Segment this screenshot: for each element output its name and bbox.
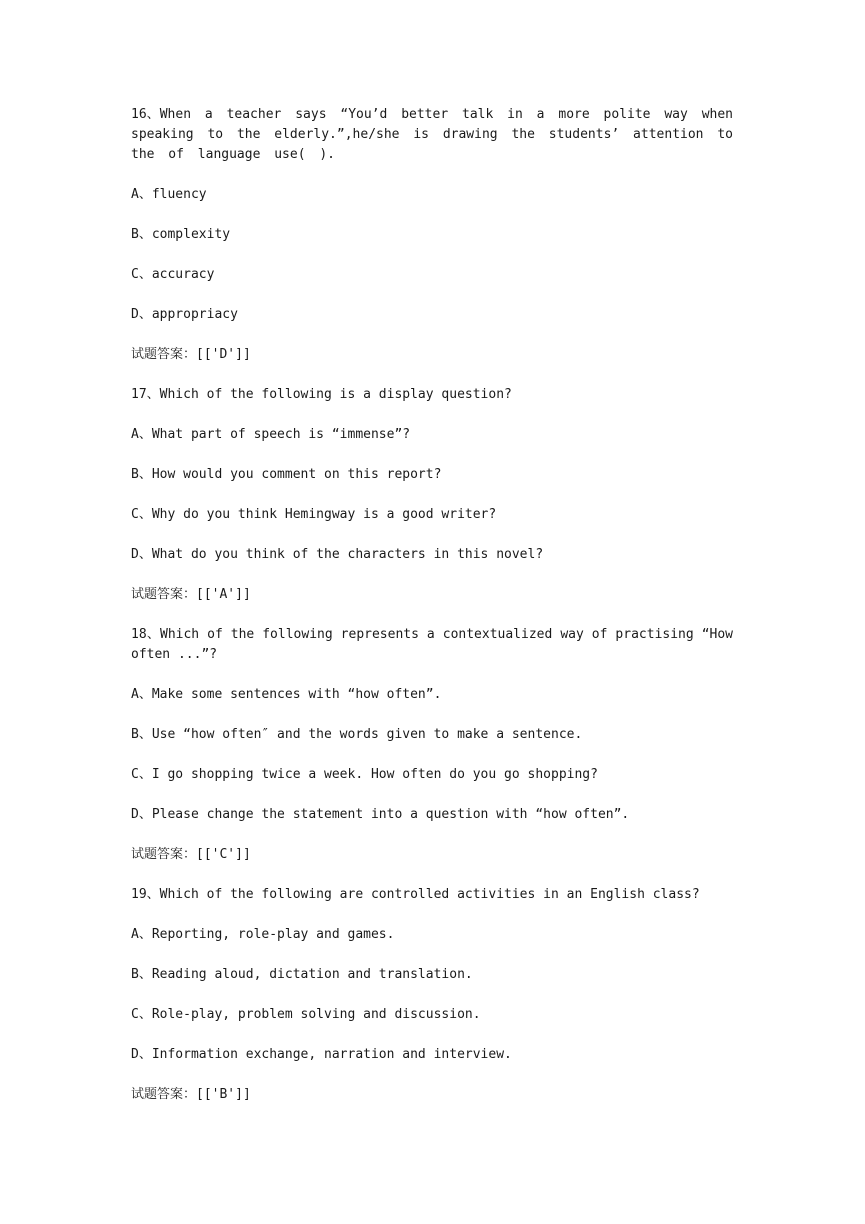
option-b: B、Use “how often″ and the words given to make a sentence. bbox=[131, 727, 583, 742]
answer-line: 试题答案：[['D']] bbox=[131, 347, 251, 362]
question-stem: 19、Which of the following are controlled activities in an English class? bbox=[131, 887, 700, 902]
option-d: D、Information exchange, narration and interview. bbox=[131, 1047, 512, 1062]
option-d: D、appropriacy bbox=[131, 307, 238, 322]
answer-line: 试题答案：[['A']] bbox=[131, 587, 251, 602]
question-stem: 17、Which of the following is a display question? bbox=[131, 387, 512, 402]
question-16 bbox=[131, 105, 733, 365]
answer-line: 试题答案：[['B']] bbox=[131, 1087, 251, 1102]
option-b: B、complexity bbox=[131, 227, 231, 242]
question-17 bbox=[131, 385, 733, 605]
document-page bbox=[131, 105, 733, 1125]
answer-line: 试题答案：[['C']] bbox=[131, 847, 251, 862]
option-b: B、How would you comment on this report? bbox=[131, 467, 442, 482]
option-a: A、fluency bbox=[131, 187, 207, 202]
question-stem: 18、Which of the following represents a contextualized way of practising “How often ...”? bbox=[131, 627, 733, 662]
option-d: D、Please change the statement into a question with “how often”. bbox=[131, 807, 630, 822]
option-b: B、Reading aloud, dictation and translation. bbox=[131, 967, 473, 982]
question-stem: 16、When a teacher says “You’d better talk in a more polite way when speaking to the elderly.”,he/she is drawing the students’ attention to the of language use( ). bbox=[131, 107, 733, 162]
question-18 bbox=[131, 625, 733, 865]
option-a: A、What part of speech is “immense”? bbox=[131, 427, 411, 442]
option-a: A、Make some sentences with “how often”. bbox=[131, 687, 442, 702]
option-d: D、What do you think of the characters in this novel? bbox=[131, 547, 544, 562]
option-c: C、I go shopping twice a week. How often do you go shopping? bbox=[131, 767, 598, 782]
question-19 bbox=[131, 885, 733, 1105]
option-c: C、Role-play, problem solving and discussion. bbox=[131, 1007, 481, 1022]
option-a: A、Reporting, role-play and games. bbox=[131, 927, 395, 942]
option-c: C、Why do you think Hemingway is a good writer? bbox=[131, 507, 497, 522]
option-c: C、accuracy bbox=[131, 267, 215, 282]
